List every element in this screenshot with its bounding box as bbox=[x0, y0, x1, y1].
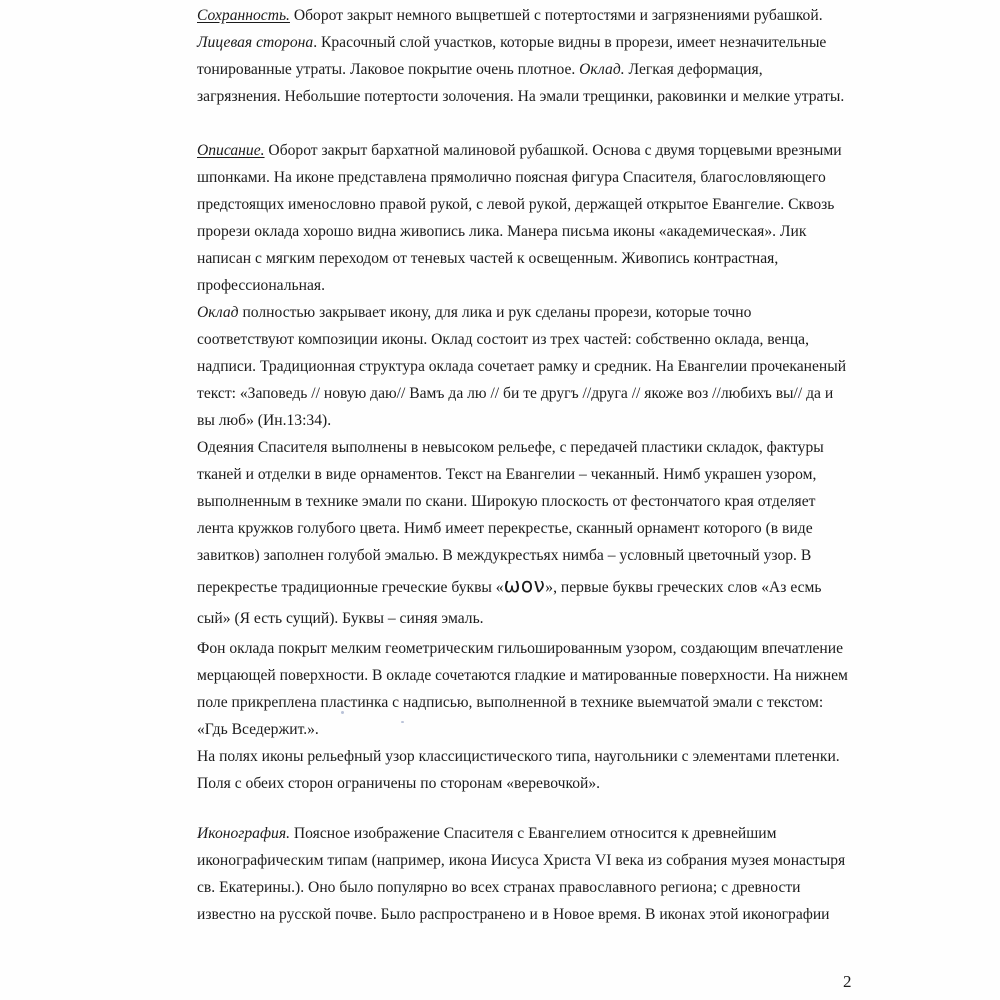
line-text: известно на русской почве. Было распространено и в Новое время. В иконах этой иконографии bbox=[197, 906, 830, 923]
iconography-section bbox=[197, 820, 877, 928]
section-heading: Оклад bbox=[197, 304, 239, 321]
text-line bbox=[197, 272, 877, 299]
line-text: написан с мягким переходом от теневых частей к освещенным. Живопись контрастная, bbox=[197, 250, 779, 267]
text-line bbox=[197, 191, 877, 218]
line-text: сый» (Я есть сущий). Буквы – синяя эмаль. bbox=[197, 610, 484, 627]
line-text: полностью закрывает икону, для лика и рук сделаны прорези, которые точно bbox=[238, 304, 752, 321]
text-line bbox=[197, 743, 877, 770]
text-line bbox=[197, 847, 877, 874]
text-line bbox=[197, 689, 877, 716]
line-text-tail: Легкая деформация, bbox=[624, 61, 763, 78]
text-line bbox=[197, 2, 877, 29]
text-line bbox=[197, 569, 877, 602]
line-text: мерцающей поверхности. В окладе сочетаются гладкие и матированные поверхности. На нижнем bbox=[197, 667, 848, 684]
line-text: выполненным в технике эмали по скани. Широкую плоскость от фестончатого края отделяет bbox=[197, 493, 816, 510]
line-text: Оборот закрыт бархатной малиновой рубашкой. Основа с двумя торцевыми врезными bbox=[264, 142, 842, 159]
text-line bbox=[197, 83, 877, 110]
text-line bbox=[197, 662, 877, 689]
text-line bbox=[197, 716, 877, 743]
line-text-tail: », первые буквы греческих слов «Аз есмь bbox=[545, 579, 822, 596]
line-text: завитков) заполнен голубой эмалью. В междукрестьях нимба – условный цветочный узор. В bbox=[197, 547, 812, 564]
line-text: надписи. Традиционная структура оклада сочетает рамку и средник. На Евангелии прочеканеный bbox=[197, 358, 847, 375]
line-text: Поля с обеих сторон ограничены по сторонам «веревочкой». bbox=[197, 775, 601, 792]
section-heading: Иконография. bbox=[197, 825, 290, 842]
text-line bbox=[197, 602, 877, 635]
text-line bbox=[197, 874, 877, 901]
section-heading: Сохранность. bbox=[197, 7, 290, 24]
line-text: перекрестье традиционные греческие буквы « bbox=[197, 579, 504, 596]
text-line bbox=[197, 542, 877, 569]
line-text: текст: «Заповедь // новую даю// Вамъ да лю // би те другъ //друга // якоже воз //любихъ вы// да и bbox=[197, 385, 834, 402]
text-line bbox=[197, 353, 877, 380]
line-text: шпонками. На иконе представлена прямолично поясная фигура Спасителя, благословляющего bbox=[197, 169, 826, 186]
line-text: прорези оклада хорошо видна живопись лика. Манера письма иконы «академическая». Лик bbox=[197, 223, 807, 240]
line-text: соответствуют композиции иконы. Оклад состоит из трех частей: собственно оклада, венца, bbox=[197, 331, 809, 348]
text-line bbox=[197, 820, 877, 847]
line-text: загрязнения. Небольшие потертости золочения. На эмали трещинки, раковинки и мелкие утраты. bbox=[197, 88, 845, 105]
line-text: вы люб» (Ин.13:34). bbox=[197, 412, 332, 429]
text-line bbox=[197, 770, 877, 797]
text-line bbox=[197, 488, 877, 515]
text-line bbox=[197, 137, 877, 164]
line-text: Одеяния Спасителя выполнены в невысоком рельефе, с передачей пластики складок, фактуры bbox=[197, 439, 824, 456]
text-line bbox=[197, 245, 877, 272]
ink-speck bbox=[401, 721, 404, 723]
text-line bbox=[197, 380, 877, 407]
description-section bbox=[197, 137, 877, 797]
text-line bbox=[197, 515, 877, 542]
line-text: тканей и отделки в виде орнаментов. Текст на Евангелии – чеканный. Нимб украшен узором, bbox=[197, 466, 817, 483]
line-text: Оборот закрыт немного выцветшей с потертостями и загрязнениями рубашкой. bbox=[289, 7, 823, 24]
ink-speck bbox=[341, 711, 344, 714]
line-text: иконографическим типам (например, икона Иисуса Христа VI века из собрания музея монастыря bbox=[197, 852, 846, 869]
line-text: Поясное изображение Спасителя с Евангелием относится к древнейшим bbox=[289, 825, 777, 842]
line-text: профессиональная. bbox=[197, 277, 325, 294]
text-line bbox=[197, 29, 877, 56]
greek-letters: ωον bbox=[503, 573, 546, 597]
text-line bbox=[197, 434, 877, 461]
text-line bbox=[197, 299, 877, 326]
line-text: тонированные утраты. Лаковое покрытие очень плотное. bbox=[197, 61, 580, 78]
section-heading: Описание. bbox=[197, 142, 265, 159]
page-number: 2 bbox=[843, 972, 852, 991]
section-heading: Лицевая сторона bbox=[197, 34, 314, 51]
text-line bbox=[197, 407, 877, 434]
line-text: «Гдь Вседержит.». bbox=[197, 721, 319, 738]
text-line bbox=[197, 461, 877, 488]
text-line bbox=[197, 901, 877, 928]
line-text: лента кружков голубого цвета. Нимб имеет перекрестье, сканный орнамент которого (в виде bbox=[197, 520, 813, 537]
line-text: На полях иконы рельефный узор классицистического типа, наугольники с элементами плетенки. bbox=[197, 748, 840, 765]
text-line bbox=[197, 56, 877, 83]
italic-heading: Оклад. bbox=[579, 61, 625, 78]
text-line bbox=[197, 326, 877, 353]
line-text: предстоящих именословно правой рукой, с левой рукой, держащей открытое Евангелие. Сквозь bbox=[197, 196, 835, 213]
condition-section bbox=[197, 2, 877, 110]
line-text: св. Екатерины.). Оно было популярно во всех странах православного региона; с древности bbox=[197, 879, 801, 896]
line-text: поле прикреплена пластинка с надписью, выполненной в технике выемчатой эмали с текстом: bbox=[197, 694, 824, 711]
line-text: . Красочный слой участков, которые видны в прорези, имеет незначительные bbox=[313, 34, 827, 51]
text-line bbox=[197, 164, 877, 191]
line-text: Фон оклада покрыт мелким геометрическим гильошированным узором, создающим впечатление bbox=[197, 640, 844, 657]
text-line bbox=[197, 218, 877, 245]
text-line bbox=[197, 635, 877, 662]
